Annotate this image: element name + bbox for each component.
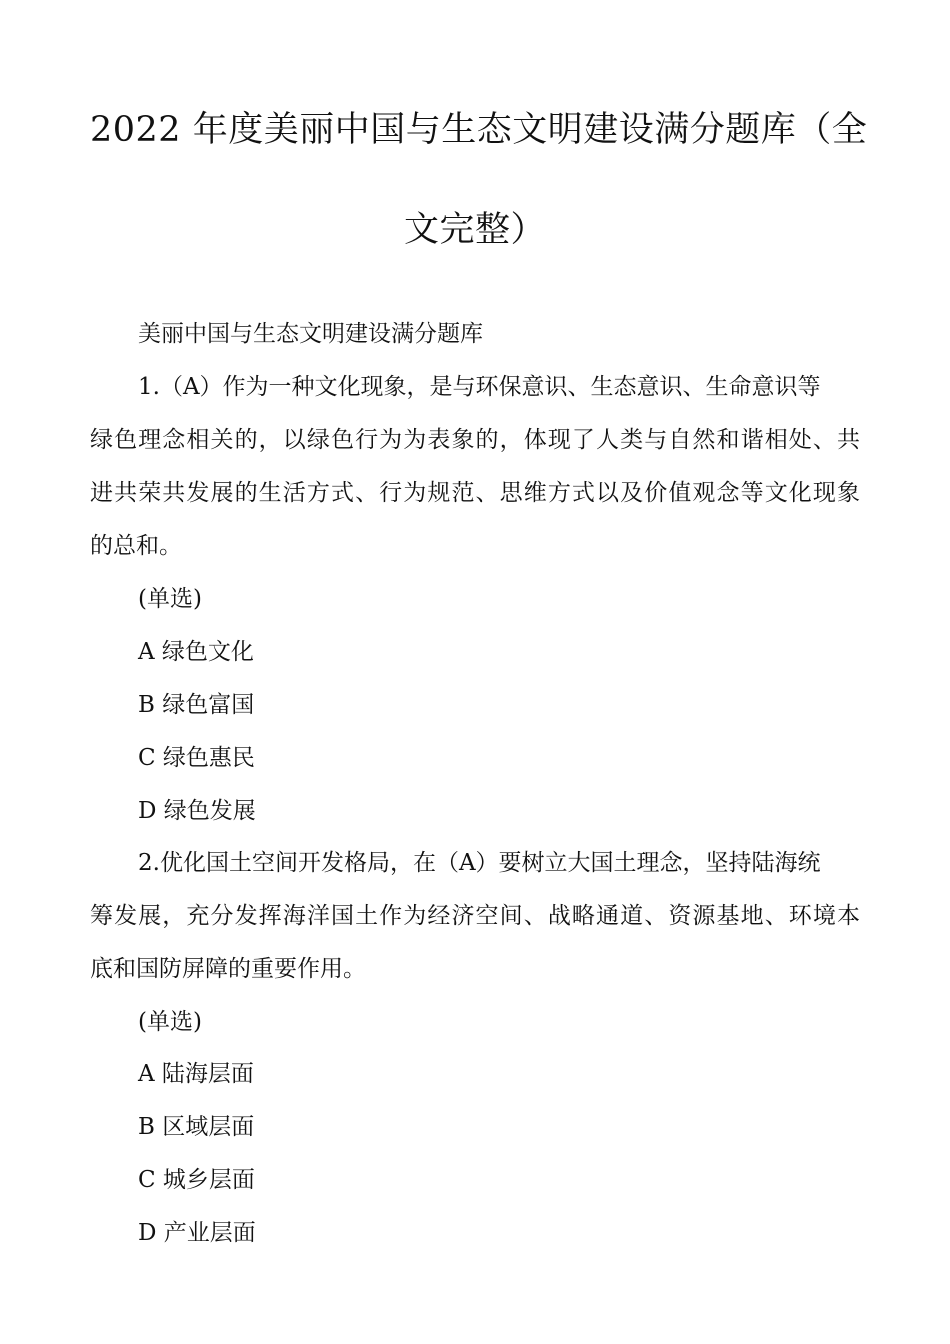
question-1-line-2: 绿色理念相关的，以绿色行为为表象的，体现了人类与自然和谐相处、共: [90, 427, 860, 453]
question-1-option-d: D 绿色发展: [138, 798, 256, 824]
question-2-line-3: 底和国防屏障的重要作用。: [90, 956, 366, 982]
question-2-line-1: 2.优化国土空间开发格局，在（A）要树立大国土理念，坚持陆海统: [138, 850, 821, 876]
question-1-type: (单选): [138, 586, 202, 612]
question-2-option-c: C 城乡层面: [138, 1167, 255, 1193]
question-2-line-2: 筹发展，充分发挥海洋国土作为经济空间、战略通道、资源基地、环境本: [90, 903, 860, 929]
question-1-option-a: A 绿色文化: [138, 639, 254, 665]
question-2-option-b: B 区域层面: [138, 1114, 255, 1140]
question-2-option-d: D 产业层面: [138, 1220, 256, 1246]
question-1-line-1: 1.（A）作为一种文化现象，是与环保意识、生态意识、生命意识等: [138, 374, 821, 400]
question-1-line-3: 进共荣共发展的生活方式、行为规范、思维方式以及价值观念等文化现象: [90, 480, 860, 506]
question-2-option-a: A 陆海层面: [138, 1061, 254, 1087]
question-1-option-b: B 绿色富国: [138, 692, 255, 718]
document-title-line-2: 文完整）: [403, 210, 546, 250]
question-1-line-4: 的总和。: [90, 533, 182, 559]
section-heading: 美丽中国与生态文明建设满分题库: [138, 321, 483, 347]
question-1-option-c: C 绿色惠民: [138, 745, 255, 771]
question-2-type: (单选): [138, 1009, 202, 1035]
document-title-line-1: 2022 年度美丽中国与生态文明建设满分题库（全: [90, 110, 868, 150]
